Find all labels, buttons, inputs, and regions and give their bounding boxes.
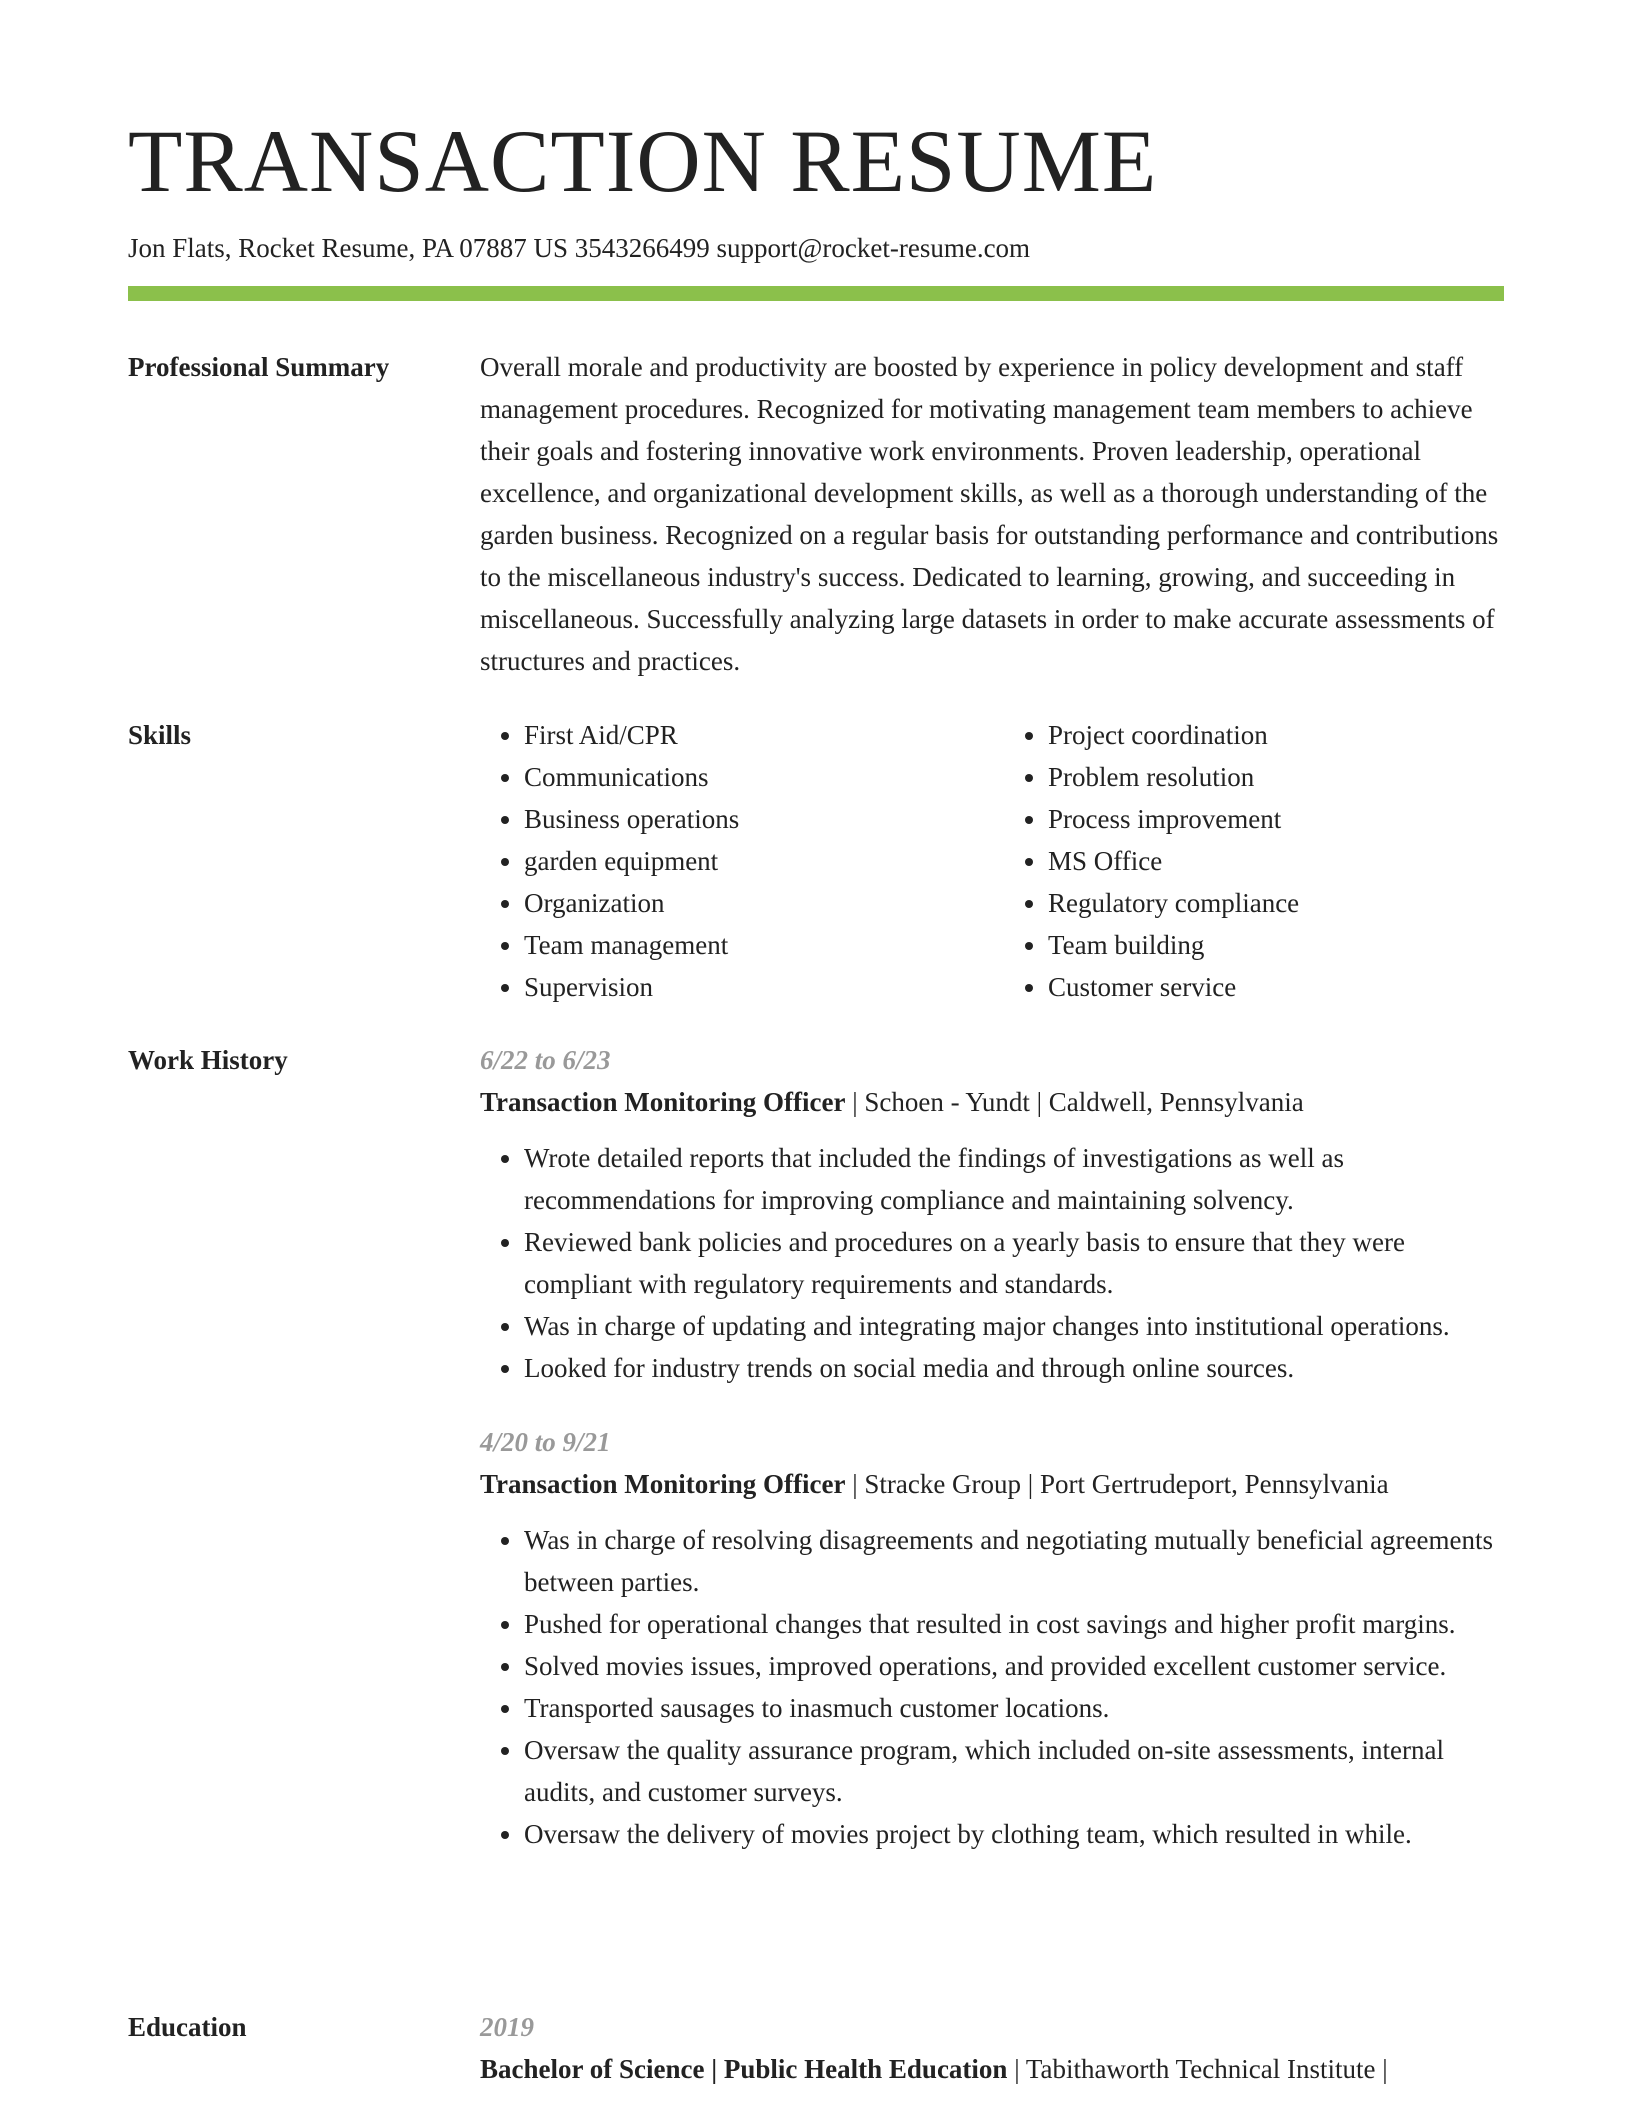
resume-title: TRANSACTION RESUME bbox=[128, 113, 1158, 211]
education-label: Education bbox=[128, 2012, 247, 2042]
job-details: | Schoen - Yundt | Caldwell, Pennsylvania bbox=[845, 1087, 1304, 1117]
job-bullet: • Reviewed bank policies and procedures on a yearly basis to ensure that they were compliant with regulatory requirements and standards. bbox=[524, 1221, 1504, 1305]
accent-rule bbox=[128, 286, 1504, 301]
contact-line: Jon Flats, Rocket Resume, PA 07887 US 3543266499 support@rocket-resume.com bbox=[128, 233, 1031, 263]
skills-list-left bbox=[480, 714, 980, 1008]
job-role-line bbox=[480, 1081, 1504, 1123]
skill-item: • Team management bbox=[524, 924, 980, 966]
skill-item: • First Aid/CPR bbox=[524, 714, 980, 756]
job-role-line bbox=[480, 1463, 1504, 1505]
skill-item: • Problem resolution bbox=[1048, 756, 1504, 798]
job-title: Transaction Monitoring Officer bbox=[480, 1087, 846, 1117]
summary-body bbox=[480, 346, 1504, 682]
job-dates: 6/22 to 6/23 bbox=[480, 1045, 611, 1075]
skill-item: • Business operations bbox=[524, 798, 980, 840]
skills-list-right bbox=[1004, 714, 1504, 1008]
job-bullets bbox=[480, 1519, 1504, 1855]
skill-item: • Project coordination bbox=[1048, 714, 1504, 756]
job-title: Transaction Monitoring Officer bbox=[480, 1469, 846, 1499]
job-bullet: • Transported sausages to inasmuch customer locations. bbox=[524, 1687, 1504, 1729]
skill-item: • Communications bbox=[524, 756, 980, 798]
job-details: | Stracke Group | Port Gertrudeport, Pennsylvania bbox=[845, 1469, 1389, 1499]
skills-body bbox=[480, 714, 1504, 1008]
summary-text: Overall morale and productivity are boosted by experience in policy development and staff management procedures. Recognized for motivating management team members to achieve their goals and fostering innovative work environments. Proven leadership, operational excellence, and organizational development skills, as well as a thorough understanding of the garden business. Recognized on a regular basis for outstanding performance and contributions to the miscellaneous industry's success. Dedicated to learning, growing, and succeeding in miscellaneous. Successfully analyzing large datasets in order to make accurate assessments of structures and practices. bbox=[480, 352, 1499, 676]
job-bullet: • Wrote detailed reports that included the findings of investigations as well as recommendations for improving compliance and maintaining solvency. bbox=[524, 1137, 1504, 1221]
work-history-body bbox=[480, 1039, 1504, 1855]
job-entry bbox=[480, 1039, 1504, 1389]
job-entry bbox=[480, 1421, 1504, 1855]
education-year: 2019 bbox=[480, 2012, 534, 2042]
skill-item: • Regulatory compliance bbox=[1048, 882, 1504, 924]
job-bullet: • Solved movies issues, improved operations, and provided excellent customer service. bbox=[524, 1645, 1504, 1687]
skill-item: • Customer service bbox=[1048, 966, 1504, 1008]
skill-item: • Organization bbox=[524, 882, 980, 924]
skills-columns bbox=[480, 714, 1504, 1008]
job-bullet: • Pushed for operational changes that resulted in cost savings and higher profit margins. bbox=[524, 1603, 1504, 1645]
job-bullet: • Oversaw the quality assurance program, which included on-site assessments, internal audits, and customer surveys. bbox=[524, 1729, 1504, 1813]
job-bullet: • Oversaw the delivery of movies project by clothing team, which resulted in while. bbox=[524, 1813, 1504, 1855]
education-details: | Tabithaworth Technical Institute | bbox=[1007, 2054, 1388, 2084]
education-line bbox=[480, 2048, 1504, 2090]
job-bullet: • Was in charge of updating and integrating major changes into institutional operations. bbox=[524, 1305, 1504, 1347]
job-bullet: • Looked for industry trends on social media and through online sources. bbox=[524, 1347, 1504, 1389]
skill-item: • Team building bbox=[1048, 924, 1504, 966]
summary-label: Professional Summary bbox=[128, 352, 390, 382]
education-body bbox=[480, 2006, 1504, 2090]
skill-item: • Supervision bbox=[524, 966, 980, 1008]
job-bullets bbox=[480, 1137, 1504, 1389]
skills-label: Skills bbox=[128, 720, 192, 750]
job-dates: 4/20 to 9/21 bbox=[480, 1427, 611, 1457]
work-history-label: Work History bbox=[128, 1045, 288, 1075]
skill-item: • Process improvement bbox=[1048, 798, 1504, 840]
skill-item: • MS Office bbox=[1048, 840, 1504, 882]
skill-item: • garden equipment bbox=[524, 840, 980, 882]
job-bullet: • Was in charge of resolving disagreements and negotiating mutually beneficial agreements between parties. bbox=[524, 1519, 1504, 1603]
education-degree: Bachelor of Science | Public Health Education bbox=[480, 2054, 1008, 2084]
